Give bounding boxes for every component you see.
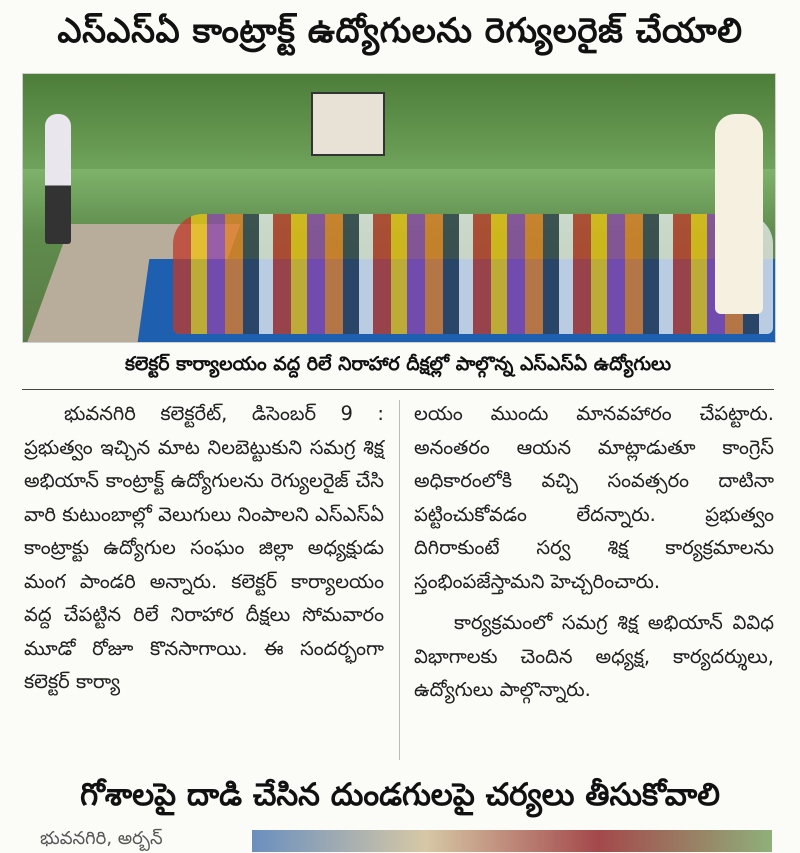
article-headline: ఎస్ఎస్ఏ కాంట్రాక్ట్ ఉద్యోగులను రెగ్యులరైజ్ చేయాలి xyxy=(57,11,743,51)
article-paragraph-3: కార్యక్రమంలో సమగ్ర శిక్ష అభియాన్ వివిధ విభాగాలకు చెందిన అధ్యక్ష, కార్యదర్శులు, ఉద్యోగులు పాల్గొన్నారు. xyxy=(414,611,774,701)
news-photo xyxy=(22,73,776,343)
photo-caption: కలెక్టర్ కార్యాలయం వద్ద రిలే నిరాహార దీక్షల్లో పాల్గొన్న ఎస్ఎస్ఏ ఉద్యోగులు xyxy=(22,343,774,390)
next-article-dateline: భువనగిరి, అర్బన్ xyxy=(40,828,163,849)
article-left-column xyxy=(24,397,384,699)
photo-banner xyxy=(311,92,385,156)
column-divider xyxy=(399,400,400,760)
photo-seated-protesters xyxy=(173,214,773,334)
next-article-headline: గోశాలపై దాడి చేసిన దుండగులపై చర్యలు తీసుకోవాలి xyxy=(80,776,720,813)
photo-speaker xyxy=(45,114,71,244)
photo-standing-woman xyxy=(715,114,763,314)
article-paragraph-2: లయం ముందు మానవహారం చేపట్టారు. అనంతరం ఆయన మాట్లాడుతూ కాంగ్రెస్ అధికారంలోకి వచ్చి సంవత్సరం దాటినా పట్టించుకోవడం లేదన్నారు. ప్రభుత్వం దిగిరాకుంటే సర్వ శిక్ష కార్యక్రమాలను స్తంభింపజేస్తామని హెచ్చరించారు. xyxy=(414,402,774,593)
photo-trees xyxy=(23,74,775,169)
article-paragraph-1: భువనగిరి కలెక్టరేట్, డిసెంబర్ 9 : ప్రభుత్వం ఇచ్చిన మాట నిలబెట్టుకుని సమగ్ర శిక్ష అభియాన్ కాంట్రాక్ట్ ఉద్యోగులను రెగ్యులరైజ్ చేసి వారి కుటుంబాల్లో వెలుగులు నింపాలని ఎస్ఎస్ఏ కాంట్రాక్టు ఉద్యోగుల సంఘం జిల్లా అధ్యక్షుడు మంగ పాండరి అన్నారు. కలెక్టర్ కార్యాలయం వద్ద చేపట్టిన రిలే నిరాహార దీక్షలు సోమవారం మూడో రోజూ కొనసాగాయి. ఈ సందర్భంగా కలెక్టర్ కార్యా xyxy=(24,402,384,693)
next-article-photo xyxy=(252,830,772,852)
article-right-column xyxy=(414,397,774,707)
